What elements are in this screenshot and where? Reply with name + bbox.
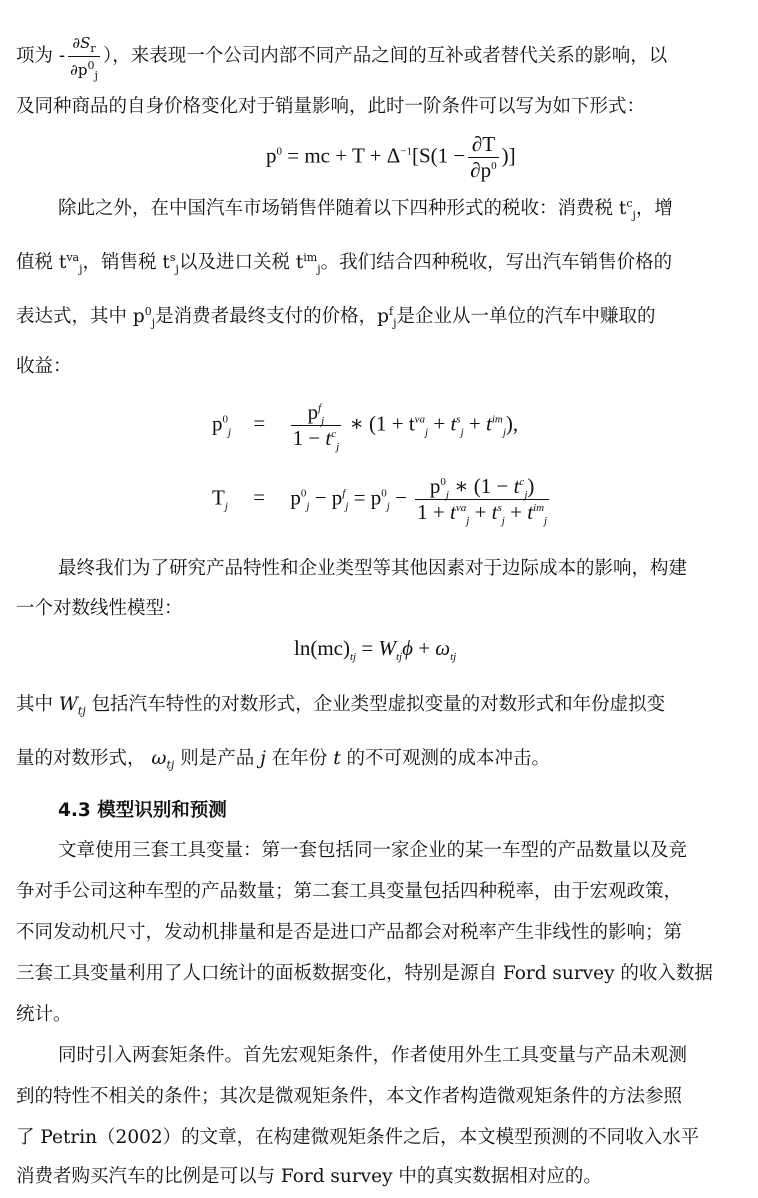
paragraph-5-line-4: 三套工具变量利用了人口统计的面板数据变化，特别是源自 Ford survey 的收入数据 xyxy=(16,963,713,984)
paragraph-5-line-2: 争对手公司这种车型的产品数量；第二套工具变量包括四种税率，由于宏观政策， xyxy=(16,881,683,902)
paragraph-2-line-1: 除此之外，在中国汽车市场销售伴随着以下四种形式的税收：消费税 $t^c_j$，增 xyxy=(58,196,673,222)
equation-consumer-price: $p^0_j$ = $\frac{p^f_j}{1 - t^c_j}$ ∗ $(1 + t^{va}_j + t^s_j + t^{im}_j)$, xyxy=(212,400,519,454)
paragraph-3-line-2: 一个对数线性模型： xyxy=(16,598,183,619)
paragraph-4-line-1: 其中 $W_{tj}$ 包括汽车特性的对数形式，企业类型虚拟变量的对数形式和年份虚拟变 xyxy=(16,694,666,718)
paragraph-6-line-3: 了 Petrin（2002）的文章，在构建微观矩条件之后，本文模型预测的不同收入水平 xyxy=(16,1127,700,1148)
equation-first-order-condition: $p^0$ = mc + $T + \Delta^{-1}[S(1$ − $\frac{\partial T}{\partial p^0}$ )] xyxy=(266,132,516,182)
paragraph-6-line-2: 到的特性不相关的条件；其次是微观矩条件，本文作者构造微观矩条件的方法参照 xyxy=(16,1086,683,1107)
equation-tax-wedge: $T_j = p^0_j - p^f_j = p^0_j$ − $\frac{p^0_j ∗ (1 - t^c_j)}{1 + t^{va}_j + t^s_j + t^{im}_j}$ xyxy=(212,474,548,528)
section-heading: 4.3 模型识别和预测 xyxy=(58,800,227,821)
partial-s-fraction: $\frac{\partial S_r}{\partial p^0_j}$ xyxy=(68,30,100,83)
paragraph-1-line-2: 及同种商品的自身价格变化对于销量影响，此时一阶条件可以写为如下形式： xyxy=(16,96,646,117)
equation-log-linear-cost: $\ln(mc)_{tj} = W_{tj}\phi + \omega_{tj}$ xyxy=(294,636,457,664)
paragraph-5-line-5: 统计。 xyxy=(16,1004,72,1025)
paragraph-5-line-3: 不同发动机尺寸，发动机排量和是否是进口产品都会对税率产生非线性的影响；第 xyxy=(16,922,683,943)
paragraph-6-line-1: 同时引入两套矩条件。首先宏观矩条件，作者使用外生工具变量与产品未观测 xyxy=(58,1045,688,1066)
paragraph-4-line-2: 量的对数形式， $\omega_{tj}$ 则是产品 j 在年份 t 的不可观测的成本冲击。 xyxy=(16,748,551,772)
paragraph-1-line-1: 项为 - $\frac{\partial S_r}{\partial p^0_j}$ ），来表现一个公司内部不同产品之间的互补或者替代关系的影响，以 xyxy=(16,30,738,83)
paragraph-2-line-3: 表达式，其中 $p^0_j$是消费者最终支付的价格，$p^f_j$是企业从一单位的汽车中赚取的 xyxy=(16,304,656,330)
paragraph-2-line-4: 收益： xyxy=(16,356,72,377)
paragraph-5-line-1: 文章使用三套工具变量：第一套包括同一家企业的某一车型的产品数量以及竞 xyxy=(58,840,688,861)
paragraph-2-line-2: 值税 $t^{va}_j$，销售税 $t^s_j$以及进口关税 $t^{im}_j$。我们结合四种税收，写出汽车销售价格的 xyxy=(16,250,673,276)
paragraph-6-line-4: 消费者购买汽车的比例是可以与 Ford survey 中的真实数据相对应的。 xyxy=(16,1166,602,1187)
paragraph-3-line-1: 最终我们为了研究产品特性和企业类型等其他因素对于边际成本的影响，构建 xyxy=(58,558,688,579)
